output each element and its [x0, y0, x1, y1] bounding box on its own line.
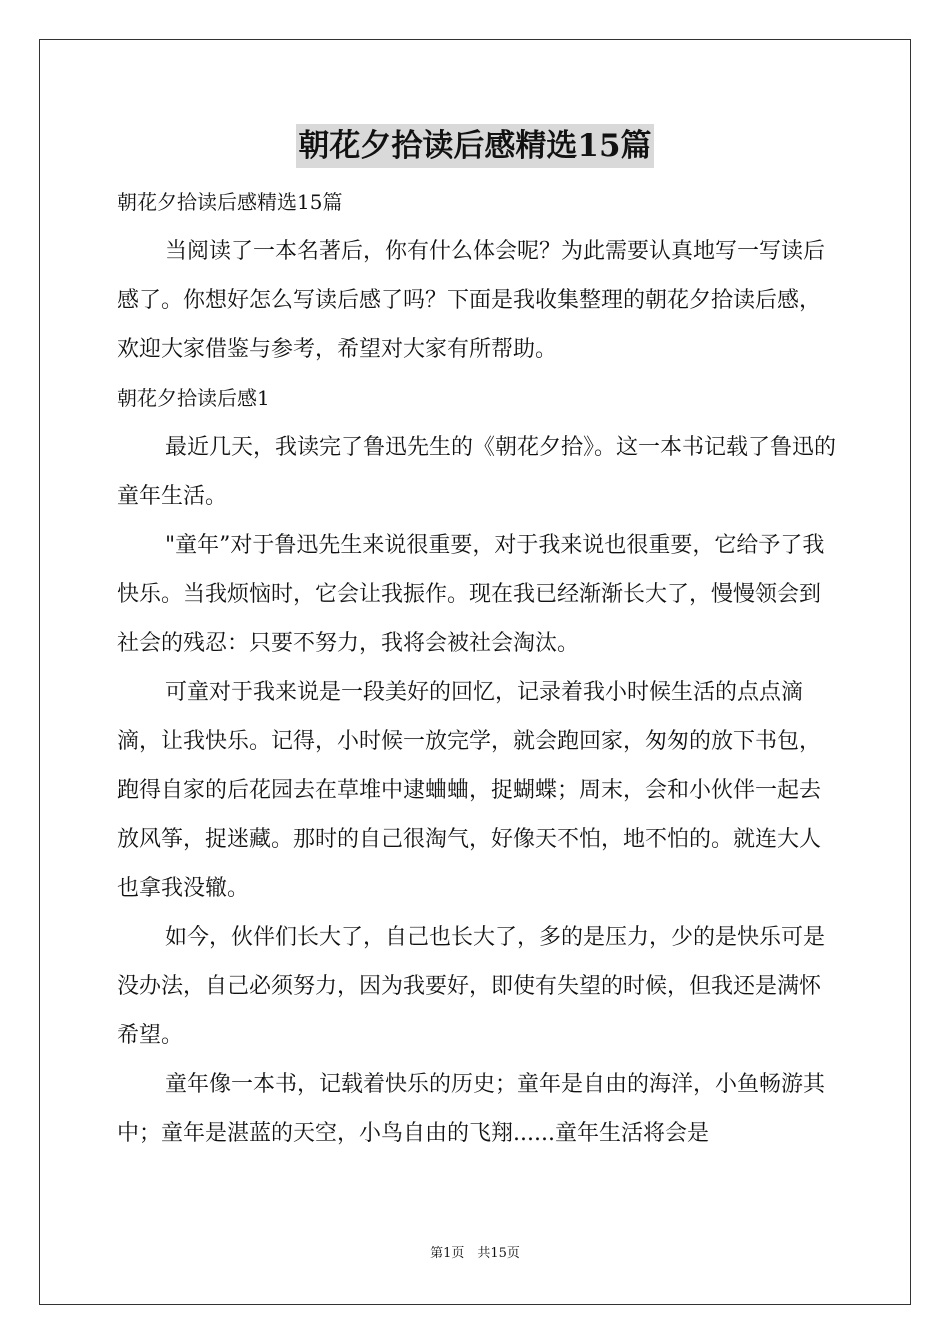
body-paragraph: 童年像一本书，记载着快乐的历史；童年是自由的海洋，小鱼畅游其中；童年是湛蓝的天空，小鸟自由的飞翔......童年生活将会是	[117, 1072, 826, 1146]
document-title: 朝花夕拾读后感精选15篇	[296, 124, 653, 168]
title-container	[0, 124, 950, 168]
page-number: 第1页 共15页	[430, 1246, 520, 1261]
section-heading: 朝花夕拾读后感1	[117, 386, 270, 410]
body-paragraph: 可童对于我来说是一段美好的回忆，记录着我小时候生活的点点滴滴，让我快乐。记得，小时候一放完学，就会跑回家，匆匆的放下书包，跑得自家的后花园去在草堆中逮蛐蛐，捉蝴蝶；周末，会和小伙伴一起去放风筝，捉迷藏。那时的自己很淘气，好像天不怕，地不怕的。就连大人也拿我没辙。	[117, 680, 822, 901]
intro-paragraph: 当阅读了一本名著后，你有什么体会呢？为此需要认真地写一写读后感了。你想好怎么写读后感了吗？下面是我收集整理的朝花夕拾读后感，欢迎大家借鉴与参考，希望对大家有所帮助。	[117, 239, 826, 362]
body-paragraph: 如今，伙伴们长大了，自己也长大了，多的是压力，少的是快乐可是没办法，自己必须努力，因为我要好，即使有失望的时候，但我还是满怀希望。	[117, 925, 826, 1048]
document-body	[117, 178, 837, 1158]
subtitle-line: 朝花夕拾读后感精选15篇	[117, 190, 343, 214]
page-footer	[0, 1244, 950, 1264]
body-paragraph: 最近几天，我读完了鲁迅先生的《朝花夕拾》。这一本书记载了鲁迅的童年生活。	[117, 435, 837, 509]
body-paragraph: "童年”对于鲁迅先生来说很重要，对于我来说也很重要，它给予了我快乐。当我烦恼时，它会让我振作。现在我已经渐渐长大了，慢慢领会到社会的残忍：只要不努力，我将会被社会淘汰。	[117, 533, 825, 656]
